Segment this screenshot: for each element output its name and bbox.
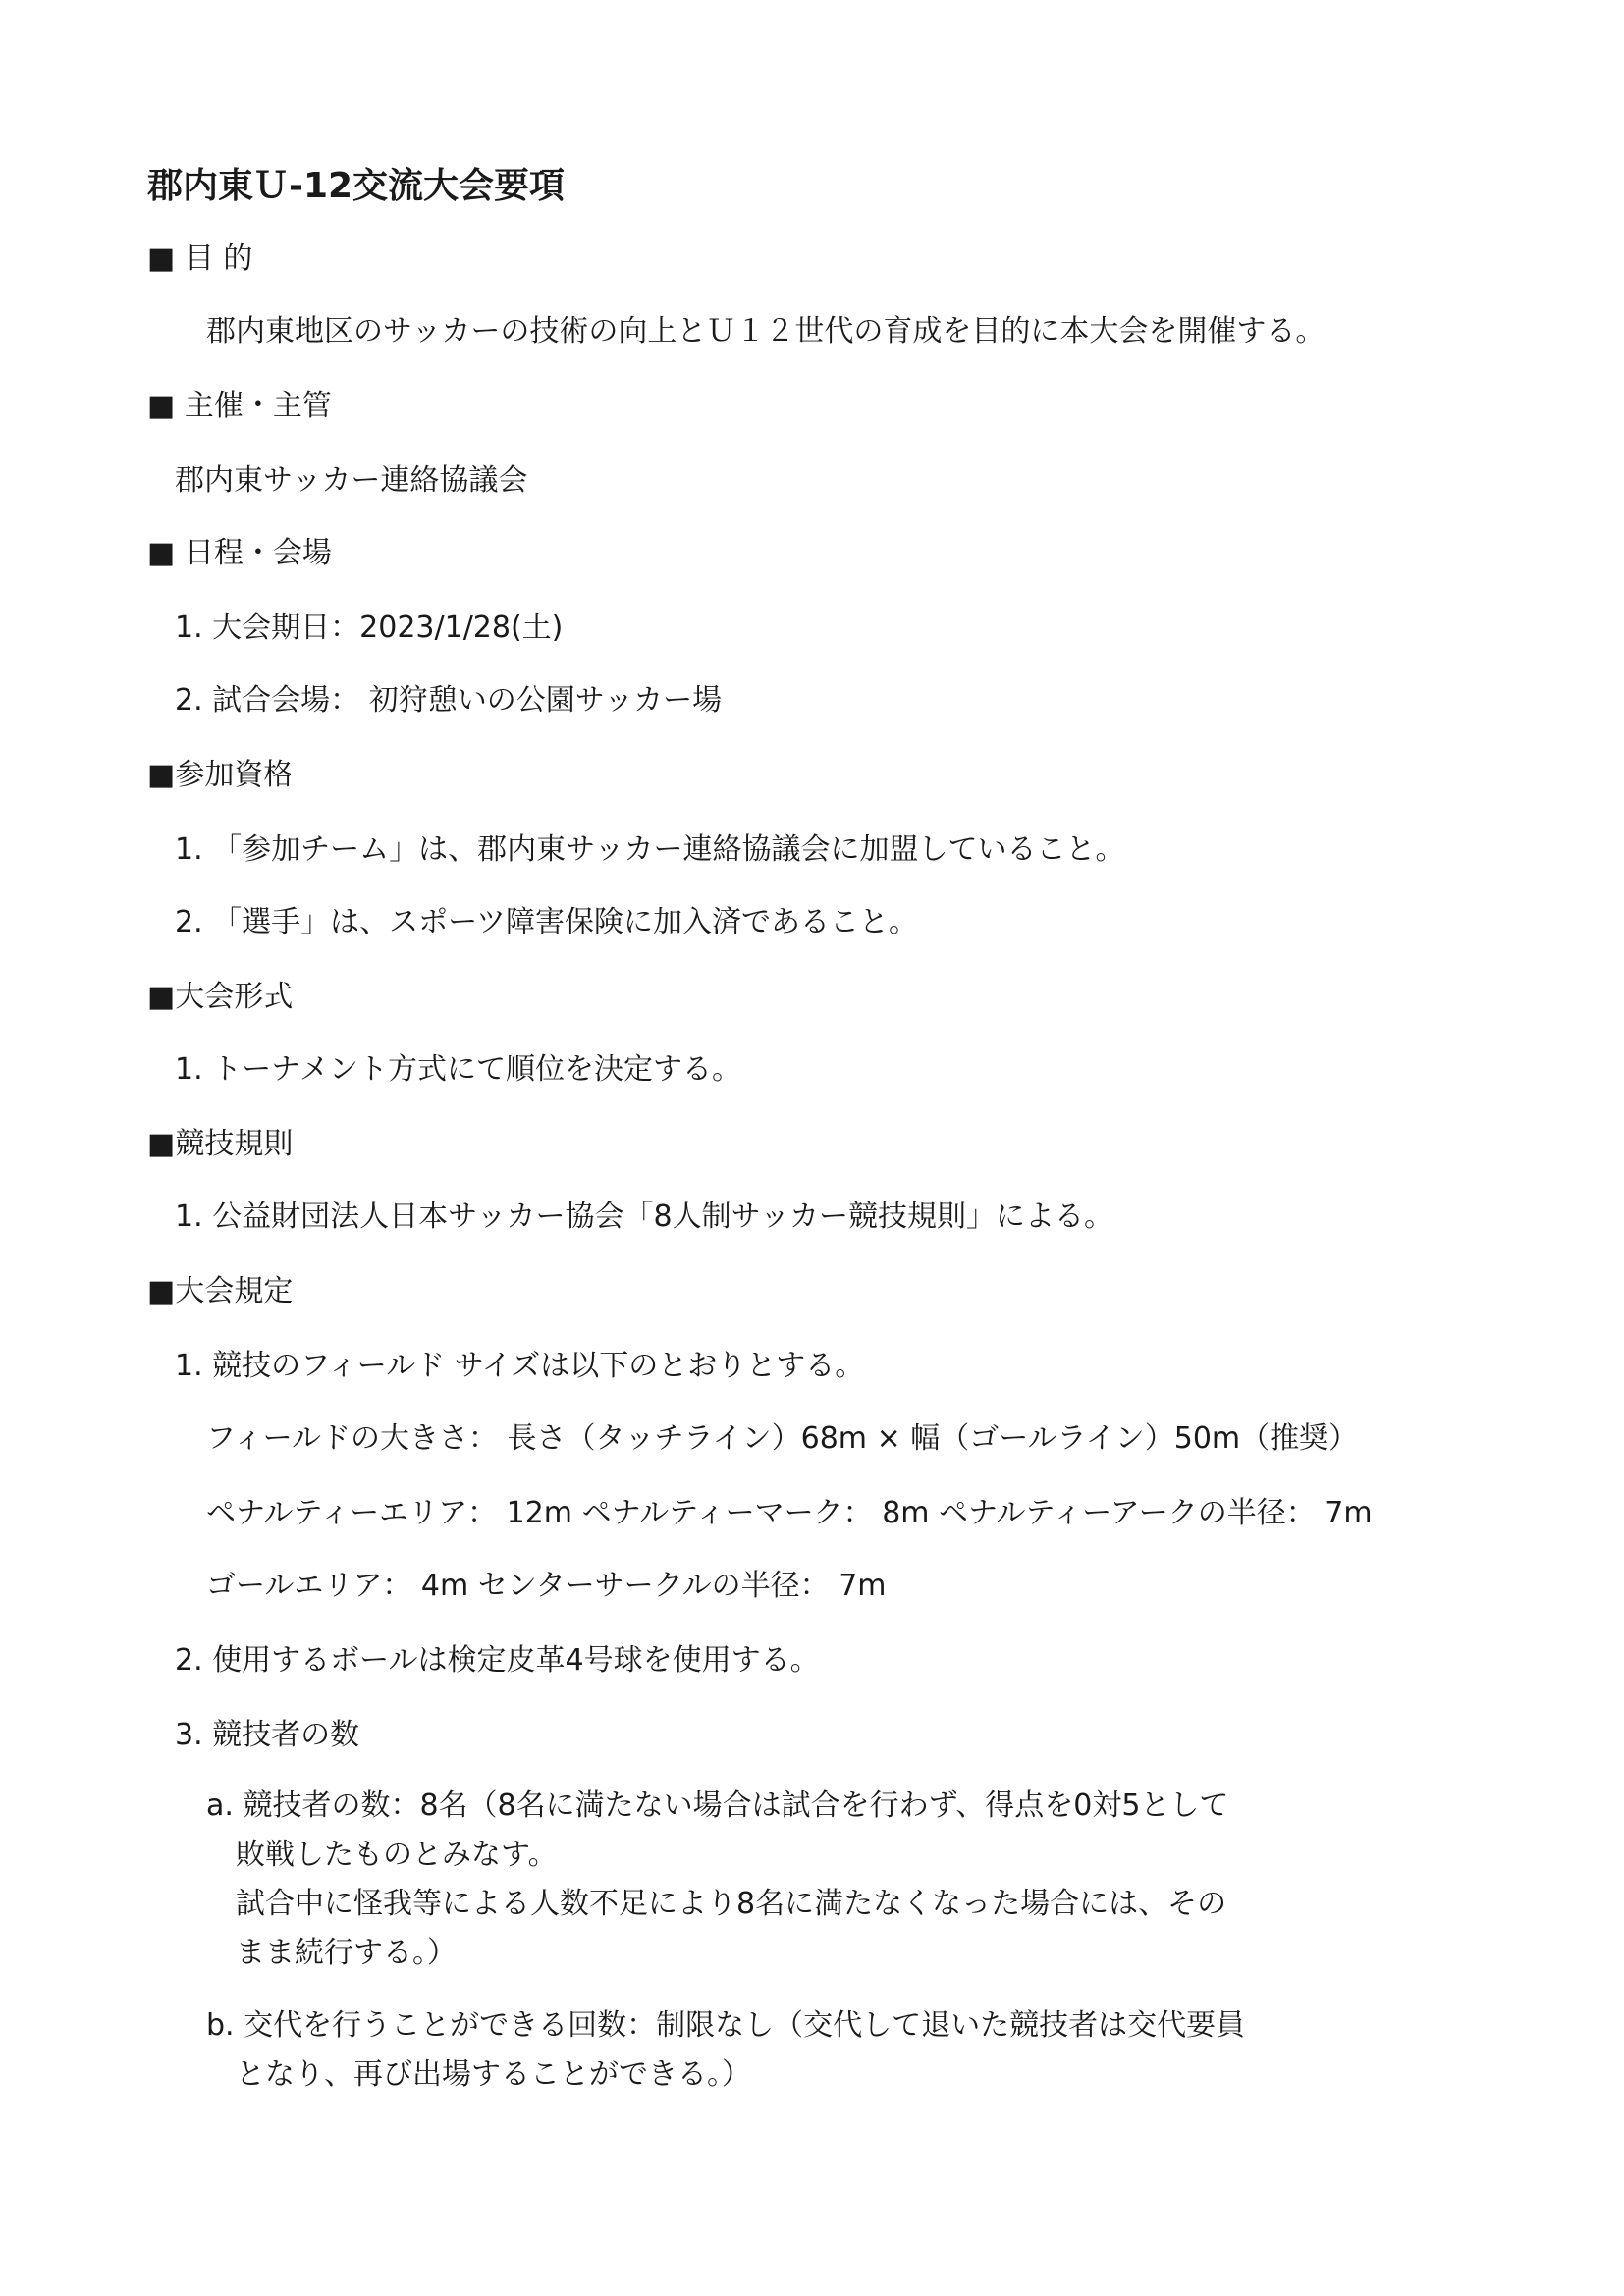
section-heading-eligibility: ■参加資格: [147, 758, 294, 792]
organizer-text: 郡内東サッカー連絡協議会: [175, 463, 528, 498]
goal-area-line: ゴールエリア： 4m センターサークルの半径： 7m: [206, 1569, 887, 1603]
regulations-item-ball: 2. 使用するボールは検定皮革4号球を使用する。: [175, 1643, 820, 1678]
eligibility-item-player: 2. 「選手」は、スポーツ障害保険に加入済であること。: [175, 905, 918, 939]
players-sub-b-line: となり、再び出場することができる。）: [236, 2057, 751, 2092]
field-size-line: フィールドの大きさ： 長さ（タッチライン）68m × 幅（ゴールライン）50m（推奨）: [206, 1421, 1359, 1456]
format-item-tournament: 1. トーナメント方式にて順位を決定する。: [175, 1052, 741, 1087]
penalty-area-line: ペナルティーエリア： 12m ペナルティーマーク： 8m ペナルティーアークの半径： 7m: [206, 1496, 1373, 1530]
section-heading-regulations: ■大会規定: [147, 1274, 294, 1308]
players-sub-a-line: まま続行する。）: [236, 1936, 457, 1970]
rules-item-jfa: 1. 公益財団法人日本サッカー協会「8人制サッカー競技規則」による。: [175, 1200, 1114, 1234]
schedule-item-date: 1. 大会期日：2023/1/28(土): [175, 611, 564, 645]
players-sub-a-line: 試合中に怪我等による人数不足により8名に満たなくなった場合には、その: [236, 1887, 1227, 1921]
players-sub-a-line: a. 競技者の数：8名（8名に満たない場合は試合を行わず、得点を0対5として: [206, 1789, 1229, 1823]
players-sub-a-line: 敗戦したものとみなす。: [236, 1838, 558, 1872]
purpose-text: 郡内東地区のサッカーの技術の向上とＵ１２世代の育成を目的に本大会を開催する。: [206, 314, 1326, 348]
section-heading-purpose: ■ 目 的: [147, 241, 253, 276]
eligibility-item-team: 1. 「参加チーム」は、郡内東サッカー連絡協議会に加盟していること。: [175, 832, 1125, 867]
players-sub-b-line: b. 交代を行うことができる回数：制限なし（交代して退いた競技者は交代要員: [206, 2008, 1246, 2043]
schedule-item-venue: 2. 試合会場： 初狩憩いの公園サッカー場: [175, 683, 723, 718]
regulations-item-field-size: 1. 競技のフィールド サイズは以下のとおりとする。: [175, 1349, 865, 1383]
document-title: 郡内東Ｕ-12交流大会要項: [147, 166, 566, 206]
section-heading-rules: ■競技規則: [147, 1127, 294, 1161]
section-heading-schedule: ■ 日程・会場: [147, 536, 332, 570]
section-heading-organizer: ■ 主催・主管: [147, 389, 332, 423]
section-heading-format: ■大会形式: [147, 980, 294, 1014]
regulations-item-players: 3. 競技者の数: [175, 1718, 360, 1752]
